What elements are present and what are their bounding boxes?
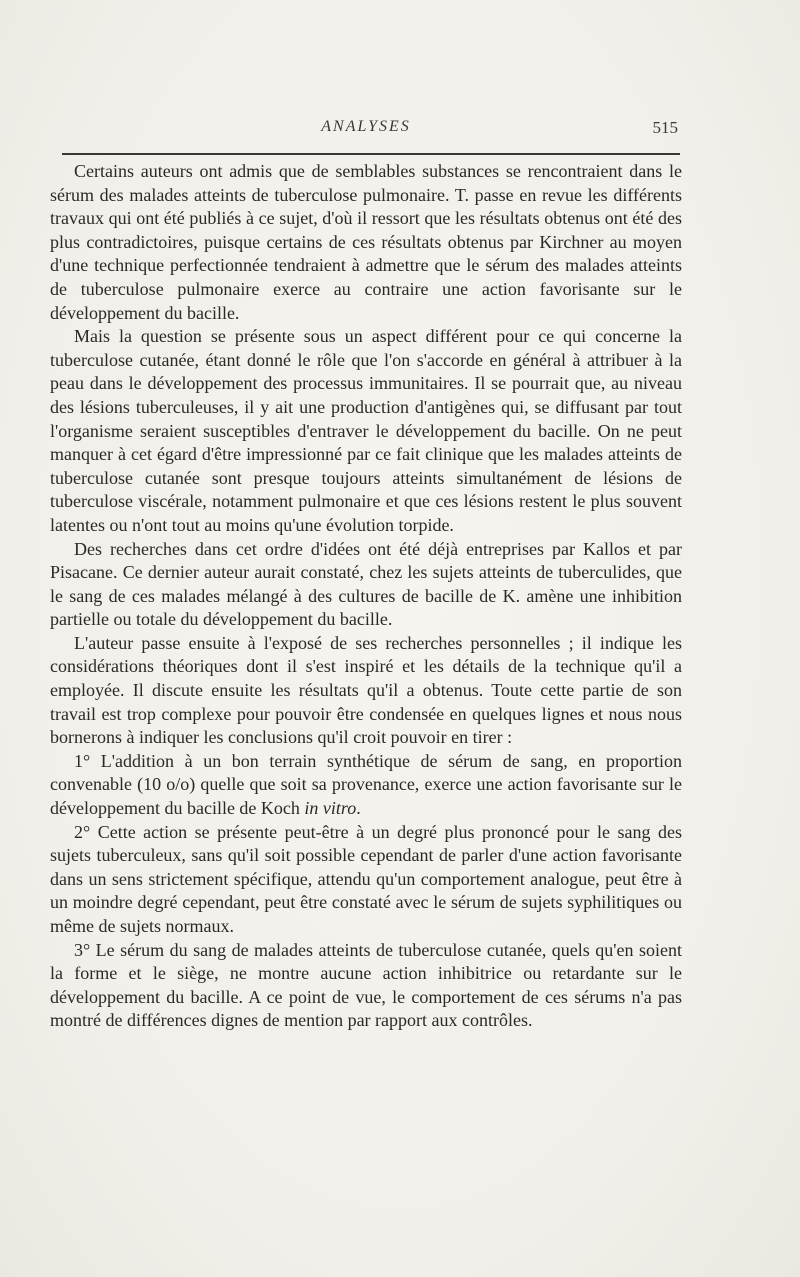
header-rule xyxy=(62,153,680,155)
conclusion-3: 3° Le sérum du sang de malades atteints de tuberculose cutanée, quels qu'en soient la forme et le siège, ne montre aucune action inhibitrice ou retardante sur le développement du bacille. A ce point de vue, le comportement de ces sérums n'a pas montré de différences dignes de mention par rapport aux contrôles. xyxy=(50,939,682,1031)
conclusion-1-punct: . xyxy=(356,798,361,819)
paragraph-1: Certains auteurs ont admis que de semblables substances se rencontraient dans le sérum des malades atteints de tuberculose pulmonaire. T. passe en revue les différents travaux qui ont été publiés à ce sujet, d'où il ressort que les résultats obtenus ont été des plus contradictoires, puisque certains de ces résultats obtenus par Kirchner au moyen d'une technique perfectionnée tendraient à admettre que le sérum des malades atteints de tuberculose pulmonaire exerce au contraire une action favorisante sur le développement du bacille. xyxy=(50,161,682,323)
conclusion-1-text: 1° L'addition à un bon terrain synthétique de sérum de sang, en proportion convenable (10 o/o) quelle que soit sa provenance, exerce une action favorisante sur le développement du bacille de Koch xyxy=(50,750,682,819)
paragraph-4: L'auteur passe ensuite à l'exposé de ses recherches personnelles ; il indique les considérations théoriques dont il s'est inspiré et les détails de la technique qu'il a employée. Il discute ensuite les résultats qu'il a obtenus. Toute cette partie de son travail est trop complexe pour pouvoir être condensée en quelques lignes et nous nous bornerons à indiquer les conclusions qu'il croit pouvoir en tirer : xyxy=(50,632,682,748)
running-head xyxy=(48,118,684,140)
conclusion-2: 2° Cette action se présente peut-être à un degré plus prononcé pour le sang des sujets tuberculeux, sans qu'il soit possible cependant de parler d'une action favorisante dans un sens strictement spécifique, attendu qu'un comportement analogue, peut être à un moindre degré cependant, peut être constaté avec le sérum de sujets syphilitiques ou même de sujets normaux. xyxy=(50,821,682,936)
conclusion-1-italic: in vitro xyxy=(304,798,357,819)
page-number: 515 xyxy=(652,118,678,137)
paragraph-2: Mais la question se présente sous un aspect différent pour ce qui concerne la tuberculose cutanée, étant donné le rôle que l'on s'accorde en général à attribuer à la peau dans le développement des processus immunitaires. Il se pourrait que, au niveau des lésions tuberculeuses, il y ait une production d'antigènes qui, se diffusant par tout l'organisme seraient susceptibles d'entraver le développement du bacille. On ne peut manquer à cet égard d'être impressionné par ce fait clinique que les malades atteints de tuberculose cutanée sont presque toujours atteints simultanément de lésions de tuberculose viscérale, notamment pulmonaire et que ces lésions restent le plus souvent latentes ou n'ont tout au moins qu'une évolution torpide. xyxy=(50,326,682,535)
running-title: ANALYSES xyxy=(321,118,411,135)
conclusion-1 xyxy=(50,750,682,821)
body-text xyxy=(50,160,682,1033)
paragraph-3: Des recherches dans cet ordre d'idées ont été déjà entreprises par Kallos et par Pisacane. Ce dernier auteur aurait constaté, chez les sujets atteints de tuberculides, que le sang de ces malades mélangé à des cultures de bacille de K. amène une inhibition partielle ou totale du développement du bacille. xyxy=(50,538,682,630)
